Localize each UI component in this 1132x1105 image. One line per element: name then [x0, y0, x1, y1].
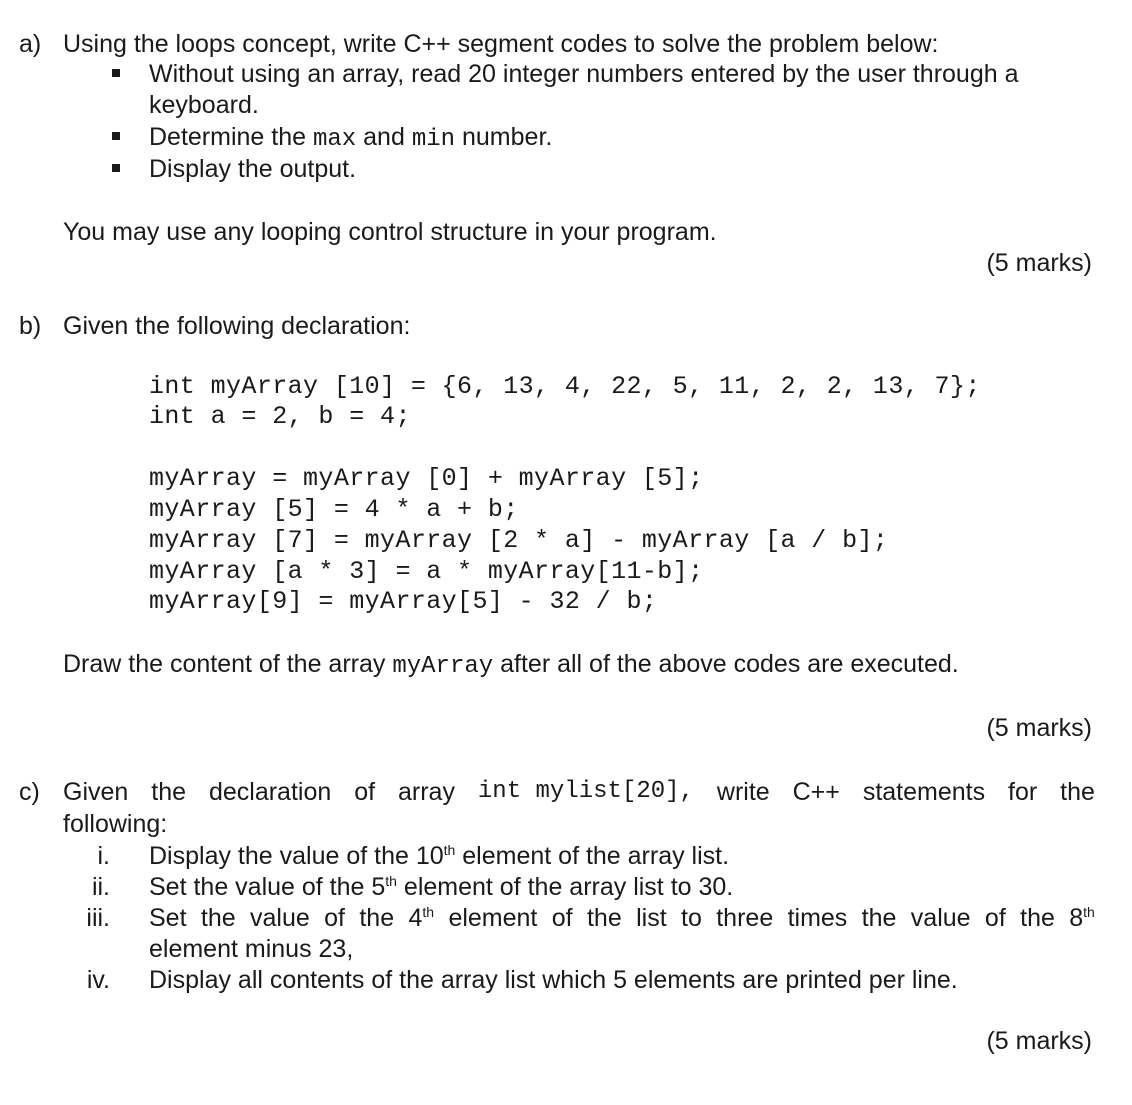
item-i-number: i. — [97, 842, 110, 870]
intro-word: for — [1008, 778, 1038, 806]
item-iv-number: iv. — [86, 966, 110, 994]
item-iii-word: times — [787, 904, 848, 932]
bullet-icon — [112, 69, 120, 77]
question-a-marks: (5 marks) — [986, 249, 1092, 277]
question-a-label: a) — [19, 30, 42, 58]
item-iii-word: to — [681, 904, 702, 932]
bullet-2-prefix: Determine the — [149, 123, 307, 151]
intro-word: C++ — [792, 778, 840, 806]
code-line-2: int a = 2, b = 4; — [149, 402, 411, 431]
item-i-text — [149, 842, 729, 871]
intro-word: the — [1060, 778, 1095, 806]
question-c-intro-line-2: following: — [63, 810, 168, 838]
draw-suffix: after all of the above codes are executed. — [500, 650, 959, 678]
question-a-bullet-1-line-2: keyboard. — [149, 91, 259, 119]
bullet-2-mid: and — [363, 123, 405, 151]
item-ii-sup: th — [385, 873, 397, 889]
bullet-2-suffix: number. — [462, 123, 553, 151]
bullet-2-code-max: max — [312, 126, 357, 153]
intro-code: int mylist[20], — [477, 778, 694, 805]
intro-word: write — [716, 778, 770, 806]
item-iii-word: value — [250, 904, 310, 932]
question-a-bullet-3: Display the output. — [149, 155, 357, 183]
item-iii-word: the — [586, 904, 622, 932]
bullet-2-code-min: min — [411, 126, 456, 153]
question-b-draw-instruction — [63, 650, 959, 680]
item-iii-word: value — [910, 904, 971, 932]
question-a-bullet-2 — [149, 123, 552, 153]
ordinal-suffix: th — [1083, 904, 1095, 920]
code-line-6: myArray [a * 3] = a * myArray[11-b]; — [149, 557, 704, 586]
question-b-label: b) — [19, 312, 42, 340]
item-iii-word: list — [636, 904, 667, 932]
code-line-5: myArray [7] = myArray [2 * a] - myArray [a / b]; — [149, 526, 889, 555]
question-b-marks: (5 marks) — [986, 714, 1092, 742]
code-line-1: int myArray [10] = {6, 13, 4, 22, 5, 11, 2, 2, 13, 7}; — [149, 372, 981, 401]
question-a-bullet-1-line-1: Without using an array, read 20 integer numbers entered by the user through a — [149, 60, 1019, 88]
item-iii-ordinal: 4th — [408, 904, 435, 932]
question-a-intro: Using the loops concept, write C++ segment codes to solve the problem below: — [63, 30, 939, 58]
item-iii-word: the — [1020, 904, 1055, 932]
intro-word: Given — [63, 778, 129, 806]
item-ii-pre: Set the value of the 5 — [149, 873, 386, 901]
item-iii-ordinal: 8th — [1069, 904, 1095, 932]
ordinal-suffix: th — [422, 904, 435, 920]
intro-word: the — [151, 778, 187, 806]
question-c-marks: (5 marks) — [986, 1027, 1092, 1055]
item-ii-text — [149, 873, 733, 902]
question-c-label: c) — [19, 778, 40, 806]
intro-word: declaration — [208, 778, 332, 806]
item-ii-post: element of the array list to 30. — [396, 873, 734, 901]
item-iii-line-2: element minus 23, — [149, 935, 354, 963]
intro-word: array — [398, 778, 455, 806]
item-iii-word: the — [359, 904, 395, 932]
code-line-7: myArray[9] = myArray[5] - 32 / b; — [149, 587, 658, 616]
item-iii-number: iii. — [86, 904, 110, 932]
item-iii-word: the — [861, 904, 897, 932]
item-iii-word: element — [448, 904, 538, 932]
draw-prefix: Draw the content of the array — [63, 650, 386, 678]
intro-word: statements — [862, 778, 986, 806]
item-iii-word: the — [200, 904, 236, 932]
item-i-pre: Display the value of the 10 — [149, 842, 444, 870]
item-i-post: element of the array list. — [455, 842, 730, 870]
item-iv-text: Display all contents of the array list which 5 elements are printed per line. — [149, 966, 958, 994]
item-i-sup: th — [443, 842, 456, 858]
code-line-4: myArray [5] = 4 * a + b; — [149, 495, 519, 524]
question-a-note: You may use any looping control structure in your program. — [63, 218, 717, 246]
item-iii-line-1 — [149, 904, 1095, 933]
item-iii-word: of — [551, 904, 573, 932]
code-line-3: myArray = myArray [0] + myArray [5]; — [149, 464, 704, 493]
item-iii-word: three — [716, 904, 774, 932]
bullet-icon — [112, 164, 120, 172]
draw-code: myArray — [392, 653, 494, 680]
item-ii-number: ii. — [91, 873, 110, 901]
item-iii-word: Set — [149, 904, 187, 932]
bullet-icon — [112, 132, 120, 140]
intro-word: of — [354, 778, 376, 806]
item-iii-word: of — [984, 904, 1006, 932]
item-iii-word: of — [324, 904, 345, 932]
question-b-intro: Given the following declaration: — [63, 312, 411, 340]
question-c-intro-line-1 — [63, 778, 1095, 807]
